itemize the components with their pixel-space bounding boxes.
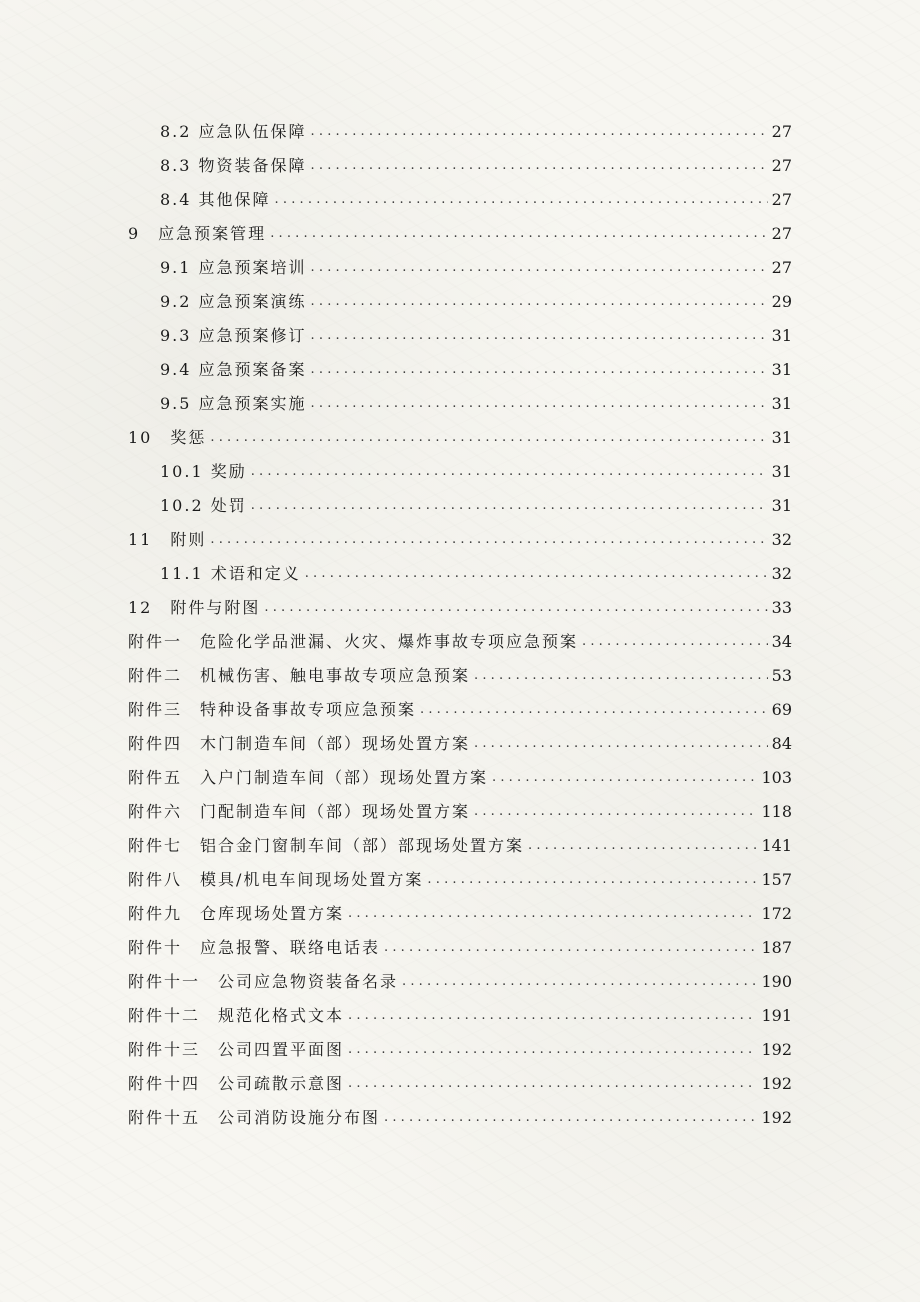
toc-entry-label: 10.2 处罚 [160, 496, 247, 515]
toc-entry-label: 9.1 应急预案培训 [160, 258, 307, 277]
toc-dot-leader [474, 795, 757, 829]
toc-entry-page-number: 191 [761, 1006, 792, 1025]
toc-entry-page-number: 69 [771, 700, 792, 719]
toc-entry-label: 附件十 应急报警、联络电话表 [128, 938, 381, 957]
toc-entry[interactable] [0, 149, 920, 183]
toc-entry[interactable] [0, 115, 920, 149]
toc-dot-leader [384, 931, 757, 965]
toc-dot-leader [210, 523, 767, 557]
toc-entry-label: 附件九 仓库现场处置方案 [128, 904, 345, 923]
toc-entry[interactable] [0, 217, 920, 251]
toc-entry-page-number: 27 [771, 156, 792, 175]
toc-dot-leader [311, 319, 768, 353]
toc-entry-page-number: 31 [771, 428, 792, 447]
toc-entry-label: 附件十一 公司应急物资装备名录 [128, 972, 399, 991]
toc-entry[interactable] [0, 863, 920, 897]
toc-dot-leader [311, 285, 768, 319]
toc-dot-leader [210, 421, 767, 455]
toc-entry-page-number: 118 [761, 802, 792, 821]
toc-entry[interactable] [0, 523, 920, 557]
toc-dot-leader [384, 1101, 757, 1135]
toc-entry-page-number: 27 [771, 258, 792, 277]
toc-entry-label: 附件十二 规范化格式文本 [128, 1006, 345, 1025]
toc-dot-leader [305, 557, 768, 591]
toc-entry-label: 附件八 模具/机电车间现场处置方案 [128, 870, 424, 889]
toc-dot-leader [251, 489, 768, 523]
toc-dot-leader [275, 183, 768, 217]
toc-entry[interactable] [0, 455, 920, 489]
toc-entry-label: 附件六 门配制造车间（部）现场处置方案 [128, 802, 471, 821]
toc-entry-label: 10 奖惩 [128, 428, 207, 447]
toc-dot-leader [251, 455, 768, 489]
toc-entry-label: 9.4 应急预案备案 [160, 360, 307, 379]
toc-entry-page-number: 31 [771, 462, 792, 481]
toc-entry-label: 9.3 应急预案修订 [160, 326, 307, 345]
toc-entry-label: 9.2 应急预案演练 [160, 292, 307, 311]
toc-dot-leader [420, 693, 768, 727]
toc-entry-label: 11.1 术语和定义 [160, 564, 301, 583]
toc-entry-page-number: 190 [761, 972, 792, 991]
toc-entry-page-number: 29 [771, 292, 792, 311]
toc-entry-page-number: 31 [771, 360, 792, 379]
toc-entry[interactable] [0, 625, 920, 659]
toc-dot-leader [311, 149, 768, 183]
toc-entry-page-number: 172 [761, 904, 792, 923]
toc-entry[interactable] [0, 319, 920, 353]
toc-entry[interactable] [0, 795, 920, 829]
toc-entry-label: 附件十五 公司消防设施分布图 [128, 1108, 381, 1127]
toc-entry-page-number: 34 [771, 632, 792, 651]
toc-dot-leader [270, 217, 767, 251]
toc-entry-label: 附件十四 公司疏散示意图 [128, 1074, 345, 1093]
toc-entry[interactable] [0, 693, 920, 727]
toc-dot-leader [348, 1067, 757, 1101]
toc-entry-page-number: 27 [771, 190, 792, 209]
toc-dot-leader [528, 829, 757, 863]
toc-dot-leader [474, 659, 768, 693]
toc-entry[interactable] [0, 761, 920, 795]
toc-dot-leader [427, 863, 757, 897]
toc-entry-label: 附件一 危险化学品泄漏、火灾、爆炸事故专项应急预案 [128, 632, 579, 651]
toc-entry-page-number: 192 [761, 1074, 792, 1093]
toc-entry-page-number: 192 [761, 1040, 792, 1059]
toc-entry-label: 12 附件与附图 [128, 598, 261, 617]
toc-dot-leader [582, 625, 768, 659]
toc-entry-page-number: 31 [771, 496, 792, 515]
toc-entry-label: 附件十三 公司四置平面图 [128, 1040, 345, 1059]
toc-dot-leader [311, 353, 768, 387]
toc-entry[interactable] [0, 897, 920, 931]
toc-entry-page-number: 32 [771, 530, 792, 549]
toc-entry-page-number: 33 [771, 598, 792, 617]
toc-dot-leader [348, 1033, 757, 1067]
toc-entry[interactable] [0, 999, 920, 1033]
toc-entry[interactable] [0, 931, 920, 965]
toc-entry[interactable] [0, 727, 920, 761]
toc-entry-page-number: 103 [761, 768, 792, 787]
toc-entry-label: 附件五 入户门制造车间（部）现场处置方案 [128, 768, 489, 787]
toc-entry-label: 9.5 应急预案实施 [160, 394, 307, 413]
toc-entry-page-number: 31 [771, 326, 792, 345]
toc-dot-leader [264, 591, 767, 625]
toc-entry[interactable] [0, 1067, 920, 1101]
toc-entry[interactable] [0, 183, 920, 217]
toc-entry-label: 11 附则 [128, 530, 207, 549]
toc-entry[interactable] [0, 965, 920, 999]
toc-entry[interactable] [0, 659, 920, 693]
toc-dot-leader [348, 999, 757, 1033]
toc-entry[interactable] [0, 285, 920, 319]
toc-entry[interactable] [0, 829, 920, 863]
toc-entry[interactable] [0, 387, 920, 421]
toc-entry-page-number: 27 [771, 122, 792, 141]
toc-entry[interactable] [0, 251, 920, 285]
toc-entry-label: 附件四 木门制造车间（部）现场处置方案 [128, 734, 471, 753]
toc-entry-page-number: 141 [761, 836, 792, 855]
toc-dot-leader [474, 727, 768, 761]
toc-dot-leader [311, 115, 768, 149]
toc-entry[interactable] [0, 353, 920, 387]
toc-entry-page-number: 53 [771, 666, 792, 685]
toc-entry-page-number: 187 [761, 938, 792, 957]
toc-entry-page-number: 32 [771, 564, 792, 583]
toc-entry-label: 8.2 应急队伍保障 [160, 122, 307, 141]
toc-entry-page-number: 84 [771, 734, 792, 753]
table-of-contents [0, 115, 920, 1135]
toc-entry[interactable] [0, 557, 920, 591]
toc-dot-leader [492, 761, 757, 795]
toc-entry-label: 9 应急预案管理 [128, 224, 267, 243]
toc-dot-leader [311, 387, 768, 421]
toc-entry-page-number: 31 [771, 394, 792, 413]
toc-entry[interactable] [0, 421, 920, 455]
toc-entry-label: 附件七 铝合金门窗制车间（部）部现场处置方案 [128, 836, 525, 855]
toc-entry-label: 附件三 特种设备事故专项应急预案 [128, 700, 417, 719]
toc-entry-label: 附件二 机械伤害、触电事故专项应急预案 [128, 666, 471, 685]
toc-dot-leader [311, 251, 768, 285]
toc-entry[interactable] [0, 1101, 920, 1135]
toc-entry-label: 10.1 奖励 [160, 462, 247, 481]
toc-dot-leader [348, 897, 757, 931]
toc-entry-page-number: 157 [761, 870, 792, 889]
toc-entry-page-number: 192 [761, 1108, 792, 1127]
toc-entry[interactable] [0, 1033, 920, 1067]
toc-entry[interactable] [0, 489, 920, 523]
toc-entry-page-number: 27 [771, 224, 792, 243]
toc-entry-label: 8.3 物资装备保障 [160, 156, 307, 175]
toc-entry-label: 8.4 其他保障 [160, 190, 271, 209]
toc-entry[interactable] [0, 591, 920, 625]
toc-dot-leader [402, 965, 757, 999]
